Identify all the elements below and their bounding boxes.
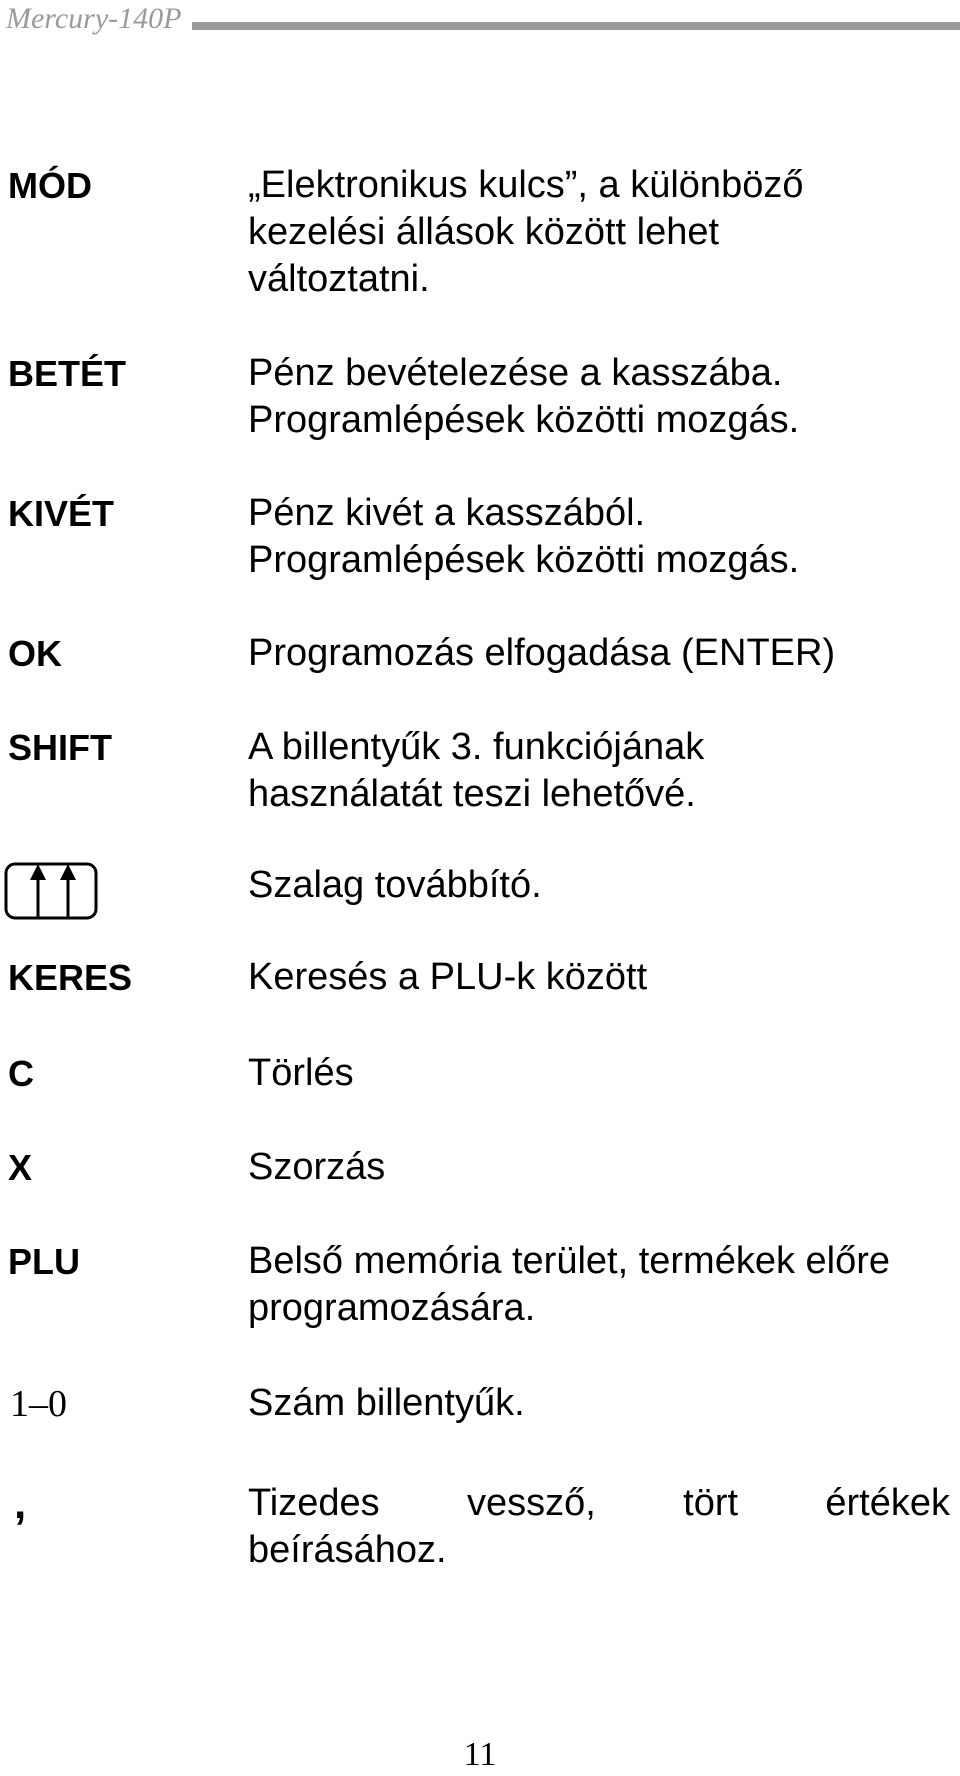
description-line: Pénz kivét a kasszából. — [248, 492, 646, 534]
header-title: Mercury-140P — [6, 2, 182, 35]
page-header — [0, 0, 960, 40]
key-label: SHIFT — [8, 727, 112, 768]
description-line: Keresés a PLU-k között — [248, 956, 648, 998]
key-label: MÓD — [8, 165, 92, 206]
key-label: KIVÉT — [8, 493, 115, 534]
description-word: Tizedes — [248, 1482, 380, 1524]
description-line: A billentyűk 3. funkciójának — [248, 726, 705, 768]
key-description — [248, 954, 950, 1001]
key-description — [248, 630, 950, 677]
key-description — [248, 490, 950, 584]
key-label: X — [8, 1147, 33, 1188]
description-line: Belső memória terület, termékek előre — [248, 1240, 891, 1282]
key-description — [248, 1238, 950, 1332]
key-description — [248, 724, 950, 818]
description-line: használatát teszi lehetővé. — [248, 773, 696, 815]
key-label: C — [8, 1053, 34, 1094]
description-word: vessző, — [466, 1482, 596, 1524]
description-line: Programozás elfogadása (ENTER) — [248, 632, 836, 674]
description-line: kezelési állások között lehet — [248, 211, 720, 253]
description-line: Törlés — [248, 1052, 354, 1094]
paper-feed-icon — [4, 862, 98, 920]
key-label: PLU — [8, 1241, 80, 1282]
page-number: 11 — [463, 1736, 497, 1773]
key-label: , — [14, 1479, 27, 1528]
description-line: Szorzás — [248, 1146, 386, 1188]
header-rule — [192, 22, 960, 30]
description-line: Programlépések közötti mozgás. — [248, 539, 800, 581]
description-line: Pénz bevételezése a kasszába. — [248, 352, 783, 394]
key-description — [248, 1050, 950, 1097]
description-word: értékek — [825, 1482, 950, 1524]
key-description — [248, 162, 950, 303]
key-description — [248, 1144, 950, 1191]
key-label: 1–0 — [10, 1383, 67, 1425]
description-line: programozására. — [248, 1287, 536, 1329]
description-line: Szalag továbbító. — [248, 864, 542, 906]
description-line: változtatni. — [248, 258, 430, 300]
description-line: Programlépések közötti mozgás. — [248, 399, 800, 441]
description-line: Szám billentyűk. — [248, 1382, 525, 1424]
key-label: BETÉT — [8, 353, 127, 394]
key-label: KERES — [8, 957, 133, 998]
description-line — [248, 1480, 950, 1527]
key-description — [248, 350, 950, 444]
description-line: beírásához. — [248, 1529, 447, 1571]
key-description — [248, 1480, 950, 1574]
description-word: tört — [683, 1482, 739, 1524]
key-description — [248, 862, 950, 909]
description-line: „Elektronikus kulcs”, a különböző — [248, 164, 804, 206]
key-label: OK — [8, 633, 62, 674]
key-description — [248, 1380, 950, 1427]
